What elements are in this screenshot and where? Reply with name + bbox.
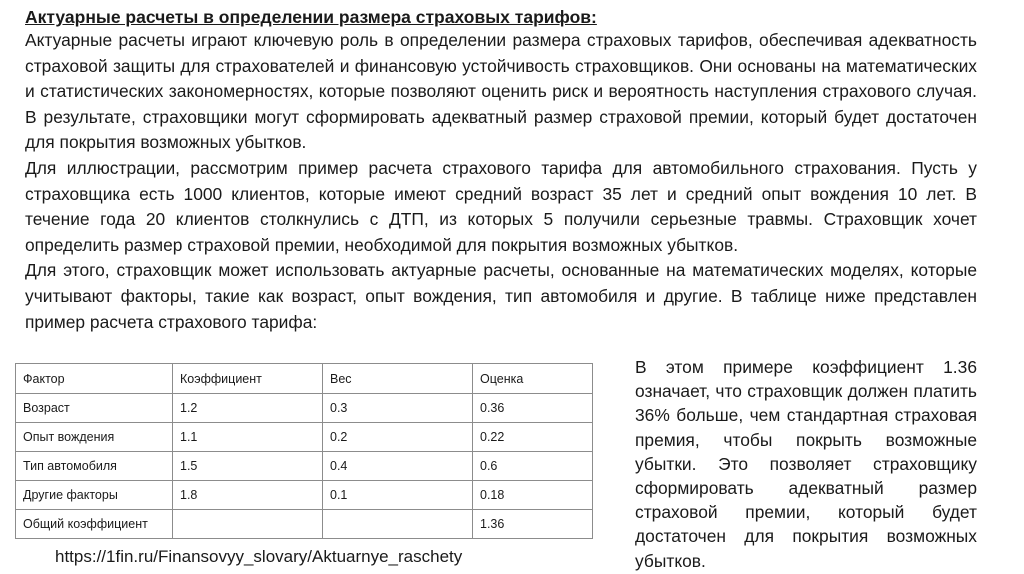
side-note: В этом примере коэффициент 1.36 означает, что страховщик должен платить 36% больше, чем стандартная страховая премия, чтобы покрыть возможные убытки. Это позволяет страховщику сформировать адекватный размер страховой премии, который будет достаточен для покрытия возможных убытков.	[635, 357, 977, 571]
table-cell: 0.18	[473, 481, 593, 510]
table-row	[16, 452, 593, 481]
source-link[interactable]: https://1fin.ru/Finansovyy_slovary/Aktuarnye_raschety	[55, 547, 463, 566]
table-row	[16, 423, 593, 452]
header-cell: Фактор	[16, 364, 173, 394]
table-cell: Опыт вождения	[16, 423, 173, 452]
table-row	[16, 481, 593, 510]
header-cell: Коэффициент	[173, 364, 323, 394]
paragraph-intro: Актуарные расчеты играют ключевую роль в определении размера страховых тарифов, обеспечивая адекватность страховой защиты для страхователей и финансовую устойчивость страховщиков. Они основаны на математических и статистических закономерностях, которые позволяют оценить риск и вероятность наступления страхового случая. В результате, страховщики могут сформировать адекватный размер страховой премии, который будет достаточен для покрытия возможных убытков.	[25, 30, 977, 153]
table-cell: Другие факторы	[16, 481, 173, 510]
table-cell: 1.1	[173, 423, 323, 452]
table-cell: Общий коэффициент	[16, 510, 173, 539]
table-header-row	[16, 364, 593, 394]
table-row	[16, 394, 593, 423]
table-cell: 1.2	[173, 394, 323, 423]
header-cell: Оценка	[473, 364, 593, 394]
table-row-total	[16, 510, 593, 539]
table-cell: 0.2	[323, 423, 473, 452]
table-cell: 0.3	[323, 394, 473, 423]
table-cell: 0.36	[473, 394, 593, 423]
paragraph-method: Для этого, страховщик может использовать актуарные расчеты, основанные на математических моделях, которые учитывают факторы, такие как возраст, опыт вождения, тип автомобиля и другие. В таблице ниже представлен пример расчета страхового тарифа:	[25, 260, 977, 332]
table-cell: 1.8	[173, 481, 323, 510]
table-cell	[173, 510, 323, 539]
tariff-table	[15, 363, 593, 539]
table-cell: 1.36	[473, 510, 593, 539]
header-cell: Вес	[323, 364, 473, 394]
slide-title: Актуарные расчеты в определении размера страховых тарифов:	[25, 7, 597, 27]
table-cell: 1.5	[173, 452, 323, 481]
paragraph-example: Для иллюстрации, рассмотрим пример расчета страхового тарифа для автомобильного страхования. Пусть у страховщика есть 1000 клиентов, которые имеют средний возраст 35 лет и средний опыт вождения 10 лет. В течение года 20 клиентов столкнулись с ДТП, из которых 5 получили серьезные травмы. Страховщик хочет определить размер страховой премии, необходимой для покрытия возможных убытков.	[25, 157, 977, 255]
table-cell: 0.1	[323, 481, 473, 510]
table-cell: 0.6	[473, 452, 593, 481]
table-cell: 0.4	[323, 452, 473, 481]
body-text	[25, 28, 977, 335]
table-cell: 0.22	[473, 423, 593, 452]
table-cell	[323, 510, 473, 539]
table-cell: Возраст	[16, 394, 173, 423]
table-cell: Тип автомобиля	[16, 452, 173, 481]
